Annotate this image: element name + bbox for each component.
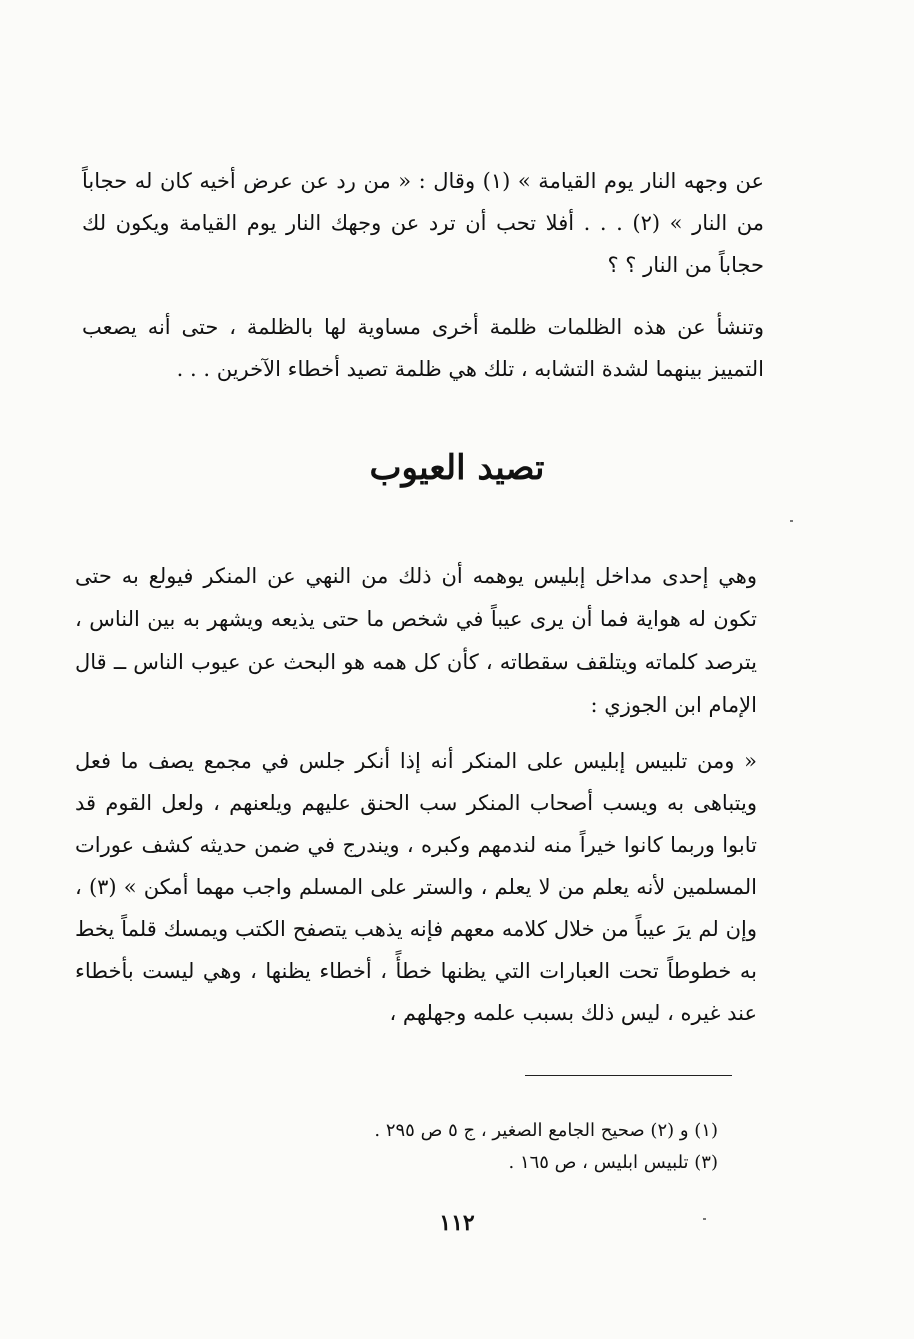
footnote-2: (٣) تلبيس ابليس ، ص ١٦٥ .	[508, 1152, 718, 1173]
paragraph-darkness: وتنشأ عن هذه الظلمات ظلمة أخرى مساوية لها بالظلمة ، حتى أنه يصعب التمييز بينهما لشدة التشابه ، تلك هي ظلمة تصيد أخطاء الآخرين . . .	[82, 315, 764, 381]
footnote-1: (١) و (٢) صحيح الجامع الصغير ، ج ٥ ص ٢٩٥ .	[374, 1120, 718, 1141]
footnote-divider	[525, 1075, 732, 1076]
paragraph-quote: « ومن تلبيس إبليس على المنكر أنه إذا أنكر جلس في مجمع يصف ما فعل ويتباهى به ويسب أصحاب المنكر سب الحنق عليهم ويلعنهم ، ولعل القوم قد تابوا وربما كانوا خيراً منه لندمهم وكبره ، ويندرج في ضمن حديثه كشف عورات المسلمين لأنه يعلم من لا يعلم ، والستر على المسلم واجب مهما أمكن » (٣) ، وإن لم يرَ عيباً من خلال كلامه معهم فإنه يذهب يتصفح الكتب ويمسك قلماً يخط به خطوطاً تحت العبارات التي يظنها خطأً ، أخطاء يظنها ، وهي ليست بأخطاء عند غيره ، ليس ذلك بسبب علمه وجهلهم ،	[75, 749, 758, 1025]
page-number: ١١٢	[439, 1210, 475, 1236]
paragraph-hadith-continuation: عن وجهه النار يوم القيامة » (١) وقال : « من رد عن عرض أخيه كان له حجاباً من النار » (٢) . . . أفلا تحب أن ترد عن وجهك النار يوم القيامة ويكون لك حجاباً من النار ؟ ؟	[82, 169, 765, 277]
footnotes	[250, 1115, 718, 1179]
paragraph-intro: وهي إحدى مداخل إبليس يوهمه أن ذلك من النهي عن المنكر فيولع به حتى تكون له هواية فما أن يرى عيباً في شخص ما حتى يذيعه ويشهر به بين الناس ، يترصد كلماته ويتلقف سقطاته ، كأن كل همه هو البحث عن عيوب الناس ــ قال الإمام ابن الجوزي :	[75, 564, 758, 717]
section-heading: تصيد العيوب	[369, 448, 545, 488]
scan-speck	[703, 1218, 706, 1220]
scan-speck	[790, 520, 793, 522]
